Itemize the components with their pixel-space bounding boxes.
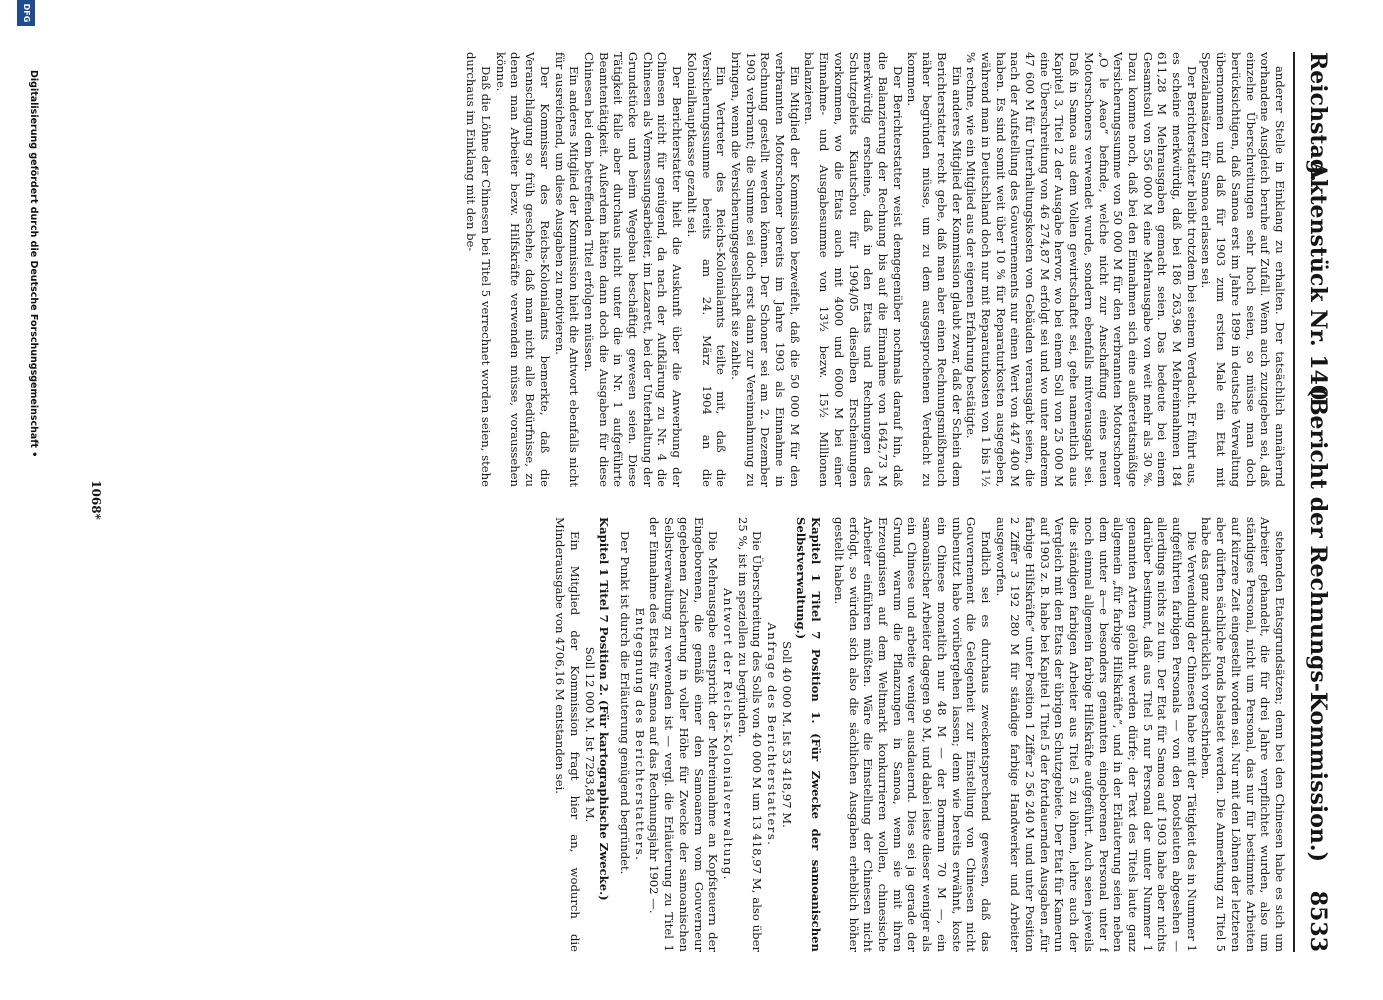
header-rule bbox=[1293, 52, 1295, 952]
paragraph: Der Berichterstatter weist demgegenüber nochmals darauf hin, daß die Balanzierung der Rechnung bis auf die Einnahme von 1642,73 M merkwürdig erscheine, daß in den Etats und Rechnungen des Schutzgebiets Kiautschou für 1904/05 dieselben Erscheinungen vorkommen, wo die Etats auch mit 4000 und 6000 M bei einer Einnahme- und Ausgabesumme von 13½ bezw. 15½ Millionen balanzieren. bbox=[802, 52, 905, 487]
paragraph: Der Berichterstatter hielt die Auskunft über die Anwerbung der Chinesen nicht für genügend, da nach der Aufklärung zu Nr. 4 die Chinesen als Vermessungsarbeiter, im Lazarett, bei der Unterhaltung der Grundstücke und beim Wegebau beschäftigt gewesen seien. Diese Tätigkeit falle aber durchaus nicht unter die in Nr. 1 aufgeführte Beamtentätigkeit. Außerdem hätten dann doch die Ausgaben für diese Chinesen bei dem betreffenden Titel erfolgen müssen. bbox=[581, 52, 685, 487]
header-reichstag: Reichstag. bbox=[1305, 52, 1331, 182]
page-number: 8533 bbox=[1305, 890, 1331, 952]
paragraph: Ein anderes Mitglied der Kommission glaubt zwar, daß der Schein dem Berichterstatter recht gebe, daß man aber einen Rechnungsmißbrauch näher begründen müsse, um zu dem ausgesprochenen Verdacht zu kommen. bbox=[905, 52, 964, 487]
left-column bbox=[112, 52, 1287, 487]
section-figures: Soll 12 000 M. Ist 7293,84 M. bbox=[582, 646, 597, 823]
paragraph: Der Berichterstatter bleibt trotzdem bei seinem Verdacht. Er führt aus, es scheine merkwürdig, daß bei 186 263,96 M Mehreinnahmen 184 611,28 M Mehrausgaben gemacht seien. Das bedeute bei einem Gesamtsoll von 556 000 M eine Mehrausgabe von weit mehr als 30 %. Dazu komme noch, daß bei den Einnahmen sich eine außeretatsmäßige Versicherungssumme von 50 000 M für den verbrannten Motorschoner „O le Aeao“ befinde, welche nicht zur Anschaffung eines neuen Motorschoners verwendet wurde, sondern ebenfalls mitverausgabt sei. Daß in Samoa aus dem Vollen gewirtschaftet sei, gehe namentlich aus Kapitel 3, Titel 2 der Ausgabe hervor, wo bei einem Soll von 25 000 M eine Überschreitung von 46 274,87 M erfolgt sei und wo unter anderem 47 600 M für Unterhaltungskosten von Gebäuden verausgabt seien, die nach der Aufstellung des Gouvernements nur einen Wert von 447 400 M haben. Es sind somit weit über 10 % für Reparaturkosten ausgegeben, während man in Deutschland doch nur mit Reparaturkosten von 1 bis 1½ % rechne, wie ein Mitglied aus der eigenen Erfahrung bestätigte. bbox=[964, 52, 1199, 487]
running-header bbox=[1301, 52, 1331, 952]
paragraph: Endlich sei es durchaus zweckentsprechend gewesen, daß das Gouvernement die Gelegenheit zur Einstellung von Chinesen nicht unbenutzt habe vorübergehen lassen; denn wie bereits erwähnt, koste ein Chinese monatlich nur 48 M — der Bormann 70 M —, ein samoanischer Arbeiter dagegen 90 M, und dabei leiste dieser weniger als ein Chinese und arbeite weniger ausdauernd. Dies sei ja gerade der Grund, warum die Pflanzungen in Samoa, wenn sie mit ihren Erzeugnissen auf dem Weltmarkt konkurrieren wollen, chinesische Arbeiter einführen müßten. Wäre die Einstellung der Chinesen nicht erfolgt, so würden sich also die sächlichen Ausgaben erheblich höher gestellt haben. bbox=[831, 517, 993, 952]
right-column bbox=[112, 517, 1287, 952]
header-aktenstueck: Aktenstück Nr. 1403. bbox=[1305, 162, 1331, 424]
header-report-title: (Bericht der Rechnungs-Kommission.) bbox=[1305, 386, 1331, 862]
paragraph: Ein Mitglied der Kommission bezweifelt, daß die 50 000 M für den verbrannten Motorschoner bereits im Jahre 1903 als Einnahme in Rechnung gestellt werden können. Der Schoner sei am 2. Dezember 1903 verbrannt; die Summe sei doch erst dann zur Vereinnahmung zu bringen, wenn die Versicherungsgesellschaft sie zahlte. bbox=[728, 52, 802, 487]
paragraph: anderer Stelle in Einklang zu erhalten. Der tatsächlich annähernd vorhandene Ausgleich beruhe auf Zufall. Wenn auch zuzugeben sei, daß einzelne Überschreitungen sehr hoch seien, so müsse man doch berücksichtigen, daß Samoa erst im Jahre 1899 in deutsche Verwaltung übernommen und daß für 1903 zum ersten Male ein Etat mit Spezialansätzen für Samoa erlassen sei. bbox=[1199, 52, 1287, 487]
digitization-credit: Digitalisierung gefördert durch die Deutsche Forschungsgemeinschaft • bbox=[28, 70, 39, 458]
page-mark: 1068* bbox=[89, 480, 103, 520]
section-label: Entgegnung des Berichterstatters. bbox=[632, 607, 647, 862]
paragraph: Die Mehrausgabe entspricht der Mehreinnahme an Kopfsteuern der Eingeborenen, die gemäß einer den Samoanern vom Gouverneur gegebenen Zusicherung in voller Höhe für Zwecke der samoanischen Selbstverwaltung zu verwenden ist — vergl. die Erläuterung zu Titel 1 der Einnahme des Etats für Samoa auf das Rechnungsjahr 1902 —. bbox=[647, 517, 721, 952]
section-heading: Kapitel 1 Titel 7 Position 1. (Für Zwecke der samoanischen Selbstverwaltung.) bbox=[794, 517, 824, 952]
section-label: Antwort der Reichs-Kolonialverwaltung. bbox=[720, 588, 735, 881]
paragraph: Ein Vertreter des Reichs-Kolonialamts teilte mit, daß die Versicherungssumme bereits am 24. März 1904 an die Kolonialhauptkasse gezahlt sei. bbox=[684, 52, 729, 487]
paragraph: stehenden Etatsgrundsätzen; denn bei den Chinesen habe es sich um Arbeiter gehandelt, die für drei Jahre verpflichtet wurden, also um ständiges Personal, nicht um Personal, das nur für bestimmte Arbeiten auf kürzere Zeit eingestellt worden sei. Nur mit den Löhnen der letzteren aber dürften sächliche Fonds belastet werden. Die Anmerkung zu Titel 5 habe das ganz ausdrücklich vorgeschrieben. bbox=[1199, 517, 1287, 952]
section-label: Anfrage des Berichterstatters. bbox=[765, 622, 780, 847]
paragraph: Der Punkt ist durch die Erläuterung genügend begründet. bbox=[618, 531, 633, 875]
section-heading: Kapitel 1 Titel 7 Position 2. (Für kartographische Zwecke.) bbox=[597, 517, 612, 901]
paragraph: Daß die Löhne der Chinesen bei Titel 5 verrechnet worden seien, stehe durchaus im Einklang mit den be- bbox=[464, 52, 494, 487]
paragraph: Die Verwendung der Chinesen habe mit der Tätigkeit des in Nummer 1 aufgeführten farbigen Personals — von den Bootsleuten abgesehen — allerdings nichts zu tun. Der Etat für Samoa auf 1903 habe aber nichts darüber bestimmt, daß aus Titel 5 nur Personal der unter Nummer 1 genannten Arten gelöhnt werden dürfe; der Text des Titels laute ganz allgemein „für farbige Hilfskräfte“, und in der Erläuterung seien neben dem unter a—e besonders genannten eingeborenen Personal unter f noch einmal allgemein farbige Hilfskräfte aufgeführt. Auch seien jeweils die ständigen farbigen Arbeiter aus Titel 5 zu löhnen, lehre auch der Vergleich mit den Etats der übrigen Schutzgebiete. Der Etat für Kamerun auf 1903 z. B. habe bei Kapitel 1 Titel 5 der fortdauernden Ausgaben „für farbige Hilfskräfte“ unter Position 1 Ziffer 2 56 240 M und unter Position 2 Ziffer 3 192 280 M für ständige farbige Handwerker und Arbeiter ausgeworfen. bbox=[993, 517, 1199, 952]
paragraph: Ein Mitglied der Kommission fragt hier an, wodurch die Minderausgabe von 4706,16 M entstanden sei. bbox=[553, 517, 582, 952]
section-figures: Soll 40 000 M. Ist 53 418,97 M. bbox=[779, 641, 794, 828]
paragraph: Die Überschreitung des Solls von 40 000 M um 13 418,97 M, also über 25 %, ist im speziellen zu begründen. bbox=[735, 517, 765, 952]
paragraph: Der Kommissar des Reichs-Kolonialamts bemerkte, daß die Veranschlagung so früh geschehe, daß man nicht alle Bedürfnisse, zu denen man Arbeiter bezw. Hilfskräfte verwenden müsse, voraussehen könne. bbox=[493, 52, 552, 487]
dfg-logo: DFG bbox=[17, 0, 35, 26]
paragraph: Ein anderes Mitglied der Kommission hielt die Antwort ebenfalls nicht für ausreichend, um diese Ausgaben zu motivieren. bbox=[552, 52, 582, 487]
